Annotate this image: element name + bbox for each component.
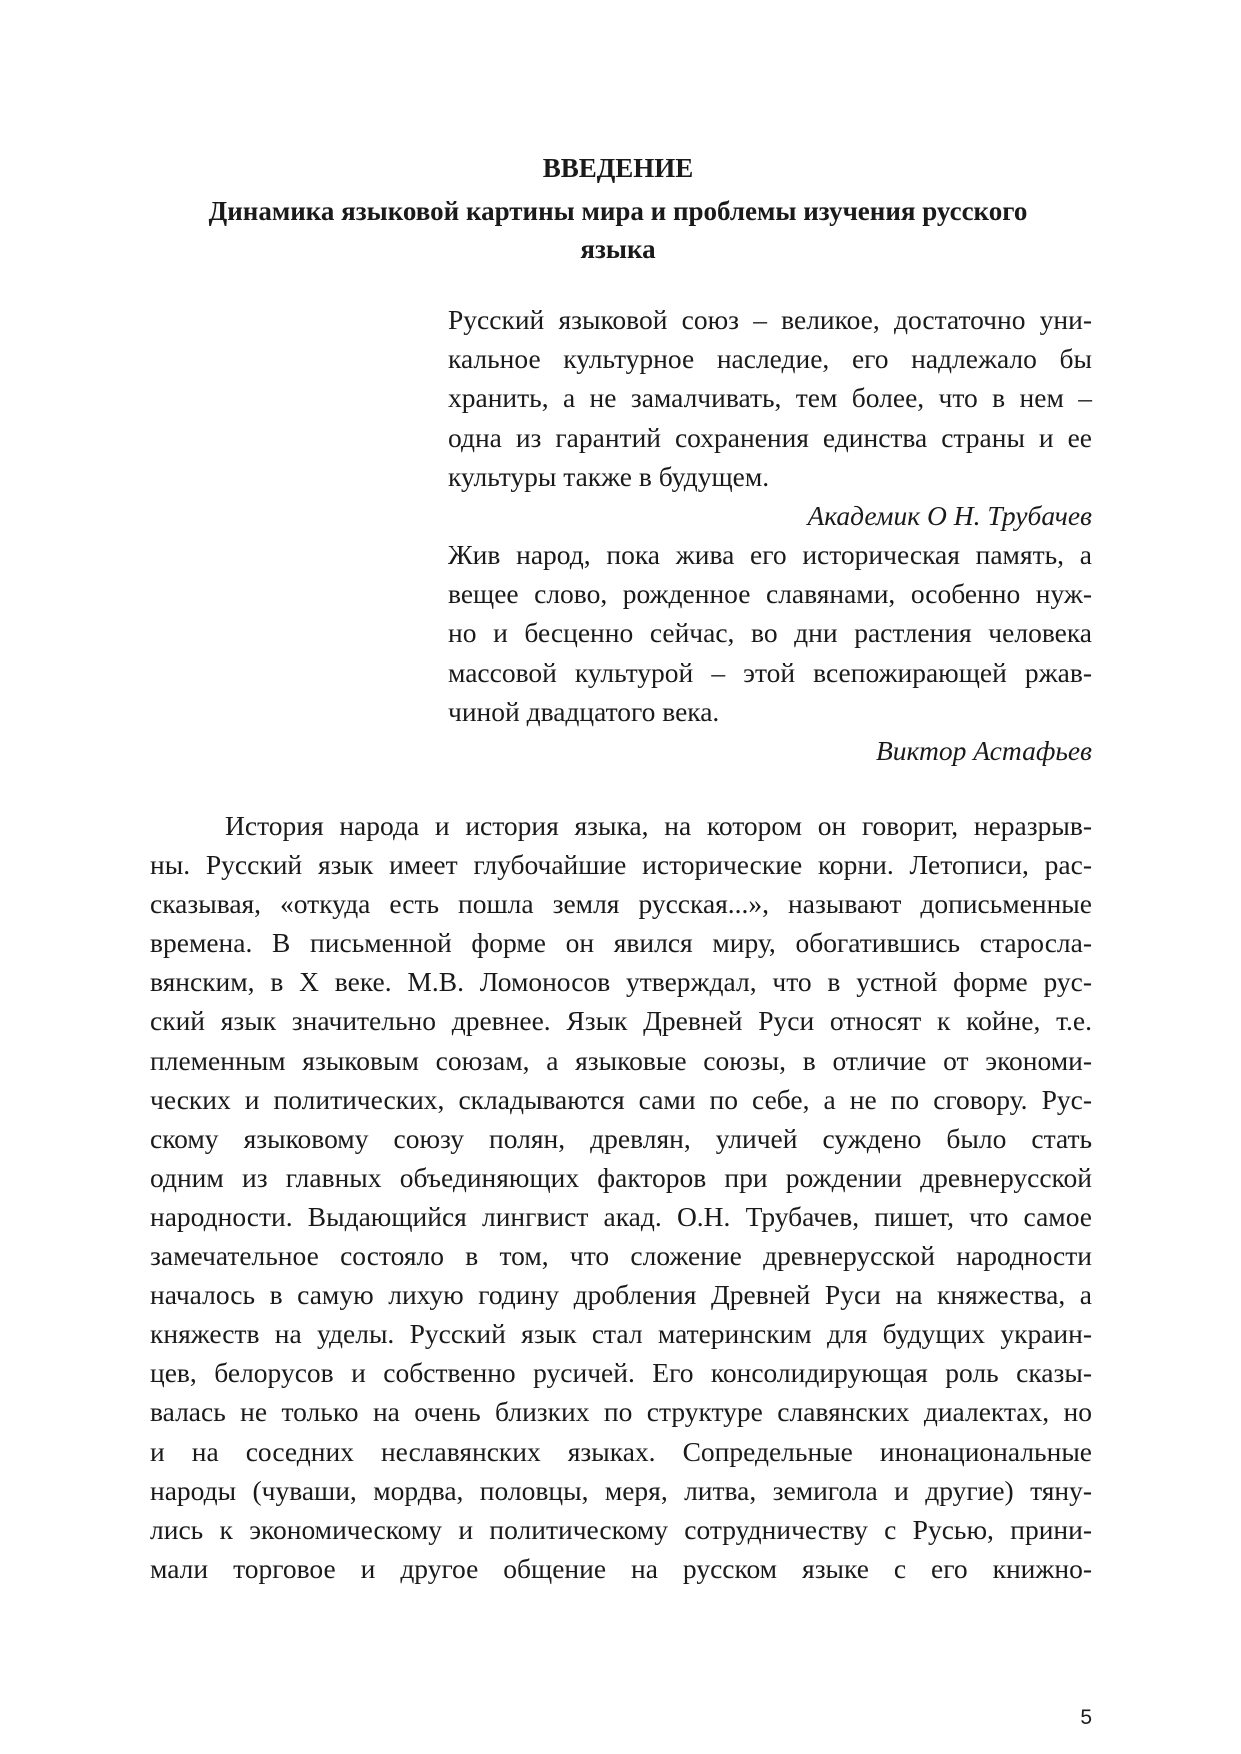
- body-line: народности. Выдающийся лингвист акад. О.Н. Трубачев, пишет, что самое: [150, 1200, 1092, 1232]
- body-line: племенным языковым союзам, а языковые союзы, в отличие от экономи-: [150, 1044, 1092, 1076]
- body-line: лись к экономическому и политическому сотрудничеству с Русью, прини-: [150, 1513, 1092, 1545]
- body-line: цев, белорусов и собственно русичей. Его консолидирующая роль сказы-: [150, 1357, 1092, 1389]
- body-line: времена. В письменной форме он явился миру, обогатившись старосла-: [150, 927, 1092, 959]
- epigraph-author: Виктор Астафьев: [876, 734, 1092, 766]
- epigraph-line: но и бесценно сейчас, во дни растления человека: [448, 617, 1092, 649]
- chapter-subtitle: [150, 192, 1086, 268]
- epigraph-line: одна из гарантий сохранения единства страны и ее: [448, 421, 1092, 453]
- body-line: княжеств на уделы. Русский язык стал материнским для будущих украин-: [150, 1318, 1092, 1350]
- body-line: История народа и история языка, на котором он говорит, неразрыв-: [225, 810, 1092, 841]
- body-line: одним из главных объединяющих факторов при рождении древнерусской: [150, 1161, 1092, 1193]
- body-line: началось в самую лихую годину дробления Древней Руси на княжества, а: [150, 1279, 1092, 1311]
- body-line: мали торговое и другое общение на русском языке с его книжно-: [150, 1552, 1092, 1584]
- body-paragraph: [150, 806, 1092, 1588]
- epigraph-line: хранить, а не замалчивать, тем более, что в нем –: [448, 382, 1092, 414]
- epigraph-line: чиной двадцатого века.: [448, 695, 720, 727]
- body-line: ский язык значительно древнее. Язык Древней Руси относят к койне, т.е.: [150, 1005, 1092, 1037]
- epigraph-line: культуры также в будущем.: [448, 460, 770, 492]
- chapter-subtitle-line: Динамика языковой картины мира и проблемы изучения русского: [208, 196, 1028, 226]
- epigraph-trubachev: [448, 300, 1092, 535]
- body-line: валась не только на очень близких по структуре славянских диалектах, но: [150, 1396, 1092, 1428]
- body-line: вянским, в X веке. М.В. Ломоносов утверждал, что в устной форме рус-: [150, 966, 1092, 998]
- body-line: сказывая, «откуда есть пошла земля русская...», называют дописьменные: [150, 888, 1092, 920]
- page-number: 5: [1080, 1706, 1092, 1729]
- epigraph-line: Жив народ, пока жива его историческая память, а: [448, 539, 1092, 570]
- epigraph-astafiev: [448, 535, 1092, 770]
- body-line: и на соседних неславянских языках. Сопредельные инонациональные: [150, 1435, 1092, 1467]
- body-line: ны. Русский язык имеет глубочайшие исторические корни. Летописи, рас-: [150, 849, 1092, 881]
- body-line: замечательное состояло в том, что сложение древнерусской народности: [150, 1240, 1092, 1272]
- epigraph-line: кальное культурное наследие, его надлежало бы: [448, 343, 1092, 375]
- epigraph-author: Академик О Н. Трубачев: [807, 499, 1092, 531]
- body-line: скому языковому союзу полян, древлян, уличей суждено было стать: [150, 1122, 1092, 1154]
- chapter-subtitle-line: языка: [580, 234, 656, 264]
- epigraph-line: массовой культурой – этой всепожирающей ржав-: [448, 656, 1092, 688]
- chapter-title: ВВЕДЕНИЕ: [542, 153, 694, 183]
- body-line: ческих и политических, складываются сами по себе, а не по сговору. Рус-: [150, 1083, 1092, 1115]
- epigraph-line: вещее слово, рожденное славянами, особенно нуж-: [448, 578, 1092, 610]
- epigraph-line: Русский языковой союз – великое, достаточно уни-: [448, 304, 1092, 335]
- body-line: народы (чуваши, мордва, половцы, меря, литва, земигола и другие) тяну-: [150, 1474, 1092, 1506]
